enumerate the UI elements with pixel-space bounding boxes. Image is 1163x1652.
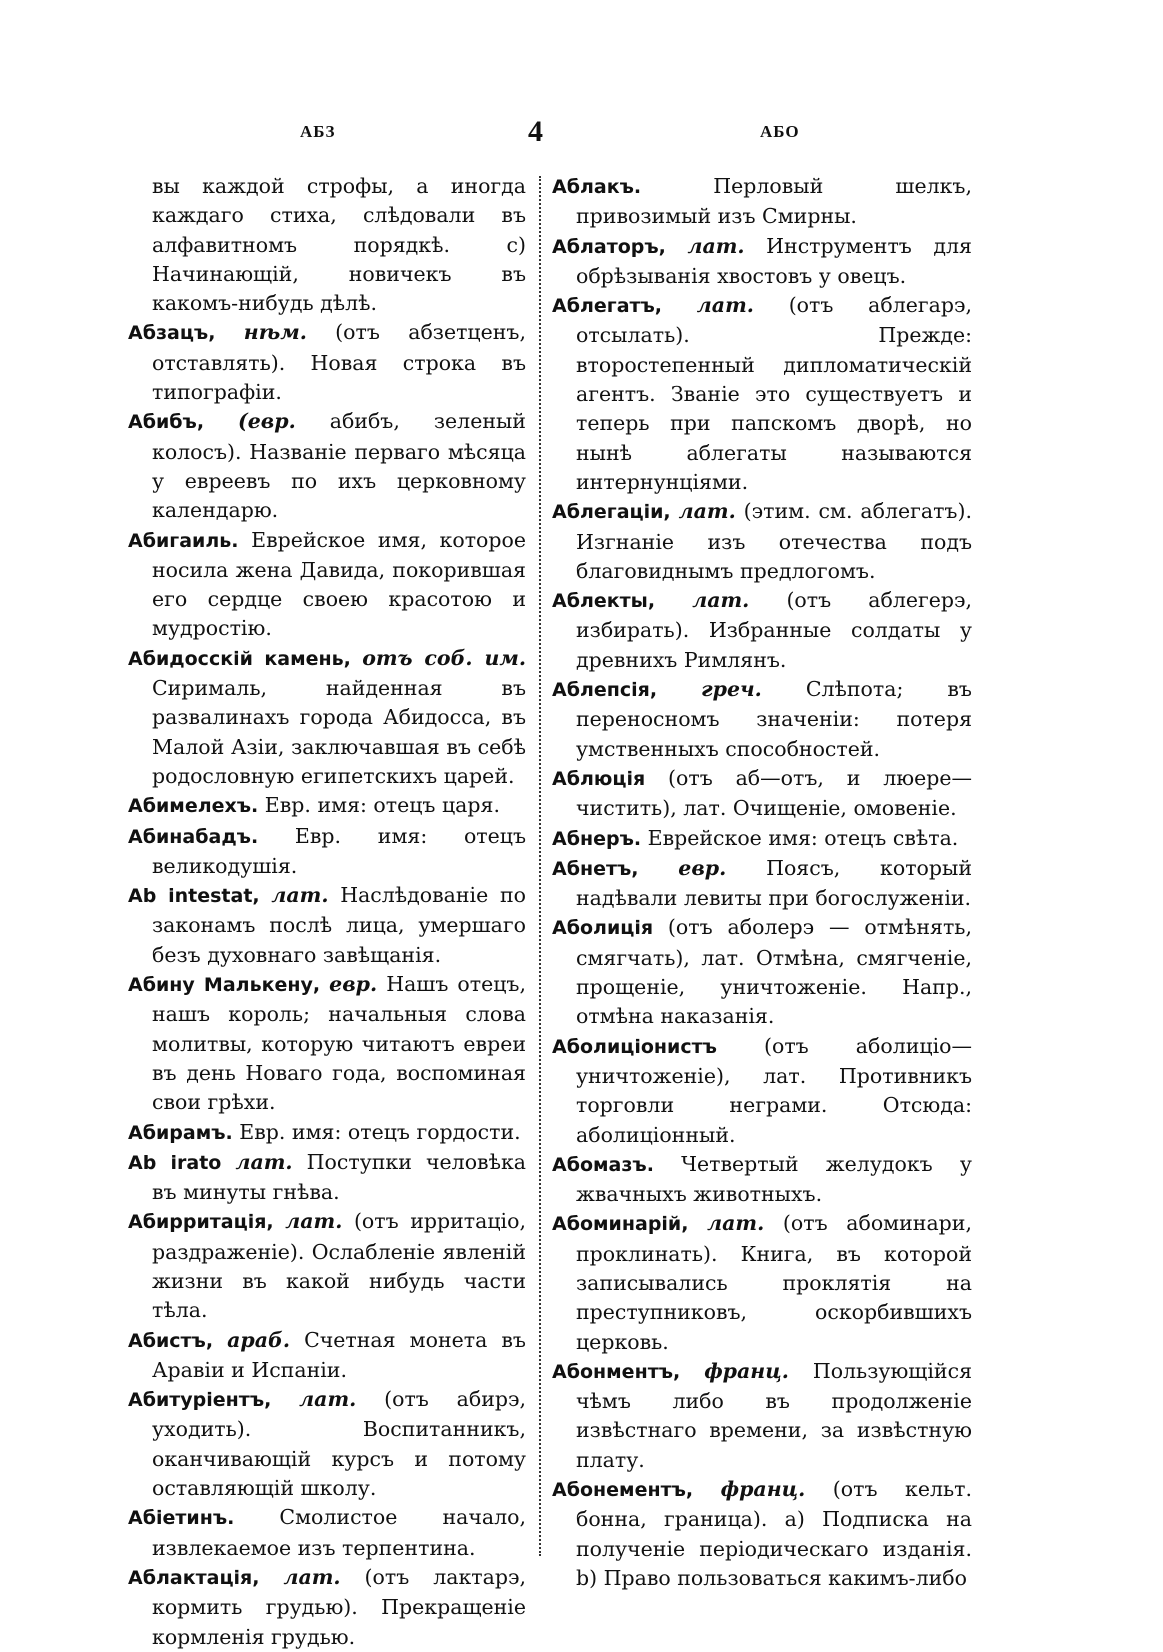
entry-definition: Четвертый желудокъ у жвачныхъ животныхъ.	[576, 1151, 972, 1207]
entry-language: лат.	[299, 1387, 357, 1412]
entry-definition: (отъ абоминари, проклинать). Книга, въ которой записывались проклятія на преступниковъ, оскорбившихъ церковь.	[576, 1211, 972, 1354]
entry-headword: Аблакъ.	[552, 176, 642, 198]
entry-definition: Еврейское имя, которое носила жена Давида, покорившая его сердце своею красотою и мудростію.	[152, 527, 526, 641]
entry-definition: (отъ лактарэ, кормить грудью). Прекращеніе кормленія грудью.	[152, 1564, 526, 1649]
entry-definition: Поступки человѣка въ минуты гнѣва.	[152, 1149, 526, 1205]
entry-definition: Евр. имя: отецъ гордости.	[239, 1119, 521, 1144]
entry-headword: Абистъ,	[128, 1329, 214, 1352]
dictionary-entry	[552, 1150, 972, 1210]
dictionary-entry	[552, 497, 972, 586]
entry-headword: Абонементъ,	[552, 1479, 694, 1502]
entry-definition: (отъ аболиціо—уничтоженіе), лат. Противникъ торговли неграми. Отсюда: аболиціонный.	[576, 1033, 972, 1147]
entry-headword: Аблюція	[552, 767, 646, 790]
entry-definition: (отъ аблегерэ, избирать). Избранные солдаты у древнихъ Римлянъ.	[576, 588, 972, 672]
dictionary-entry	[128, 407, 526, 525]
entry-language: лат.	[687, 233, 745, 258]
entry-definition: Инструментъ для обрѣзыванія хвостовъ у овецъ.	[576, 233, 972, 288]
entry-definition: Евр. имя: отецъ великодушія.	[152, 823, 526, 878]
dictionary-entry	[552, 232, 972, 292]
dictionary-entry	[128, 172, 526, 318]
dictionary-entry	[128, 970, 526, 1117]
entry-language: нѣм.	[243, 320, 307, 345]
entry-definition: Смолистое начало, извлекаемое изъ терпентина.	[152, 1505, 526, 1560]
entry-headword: Абіетинъ.	[128, 1507, 235, 1530]
dictionary-entry	[128, 1503, 526, 1563]
entry-definition: (отъ абзетценъ, отставлять). Новая строка въ типографіи.	[152, 320, 526, 405]
entry-language: греч.	[701, 677, 762, 702]
entry-language: лат.	[285, 1209, 343, 1234]
entry-definition: Наслѣдованіе по законамъ послѣ лица, умершаго безъ духовнаго завѣщанія.	[152, 883, 526, 967]
entry-definition: Счетная монета въ Аравіи и Испаніи.	[152, 1327, 526, 1382]
dictionary-entry	[128, 1563, 526, 1652]
entry-headword: Абирамъ.	[128, 1121, 233, 1144]
dictionary-entry	[128, 318, 526, 407]
entry-language: лат.	[271, 883, 329, 908]
entry-headword: Абнеръ.	[552, 827, 642, 850]
entry-language: лат.	[678, 499, 736, 524]
right-column	[552, 172, 972, 1593]
left-column	[128, 172, 526, 1652]
entry-headword: Аболиціонистъ	[552, 1035, 717, 1058]
entry-definition: Пользующійся чѣмъ либо въ продолженіе извѣстнаго времени, за извѣстную плату.	[576, 1358, 972, 1472]
dictionary-entry	[128, 1148, 526, 1208]
dictionary-entry	[552, 291, 972, 497]
dictionary-entry	[128, 1207, 526, 1325]
entry-headword: Абнетъ,	[552, 857, 639, 880]
entry-language: евр.	[329, 972, 378, 997]
entry-definition: (отъ аболерэ — отмѣнять, смягчать), лат. Отмѣна, смягченіе, прощеніе, уничтоженіе. Напр., отмѣна наказанія.	[576, 915, 972, 1029]
entry-language: лат.	[283, 1564, 341, 1589]
dictionary-entry	[552, 1209, 972, 1356]
entry-headword: Аблегаціи,	[552, 501, 671, 524]
entry-definition: Сирималь, найденная въ развалинахъ города Абидосса, въ Малой Азіи, заключавшая въ себѣ родословную египетскихъ царей.	[152, 676, 526, 788]
column-divider	[539, 176, 541, 1556]
dictionary-entry	[128, 1118, 526, 1148]
entry-definition: (отъ абирэ, уходить). Воспитанникъ, оканчивающій курсъ и потому оставляющій школу.	[152, 1387, 526, 1501]
dictionary-entry	[128, 644, 526, 791]
entry-headword: Абигаиль.	[128, 529, 239, 552]
dictionary-entry	[552, 1032, 972, 1150]
entry-headword: Аблаторъ,	[552, 235, 666, 258]
entry-language: франц.	[704, 1358, 789, 1383]
dictionary-entry	[552, 913, 972, 1031]
entry-headword: Абоминарій,	[552, 1213, 689, 1236]
entry-definition: Поясъ, который надѣвали левиты при богослуженіи.	[576, 855, 972, 911]
dictionary-entry	[128, 1326, 526, 1386]
dictionary-entry	[128, 791, 526, 821]
right-guide-word: АБО	[760, 122, 800, 141]
entry-headword: Ab intestat,	[128, 885, 260, 908]
entry-headword: Ab irato	[128, 1151, 222, 1174]
entry-definition: Перловый шелкъ, привозимый изъ Смирны.	[576, 174, 972, 229]
entry-definition: Еврейское имя: отецъ свѣта.	[647, 825, 959, 850]
entry-language: франц.	[720, 1477, 806, 1502]
entry-language: (евр.	[238, 409, 296, 434]
entry-definition: (отъ аблегарэ, отсылать). Прежде: второстепенный дипломатическій агентъ. Званіе это существуетъ и теперь при папскомъ дворѣ, но нынѣ аблегаты называются интернунціями.	[576, 293, 972, 494]
entry-headword: Абибъ,	[128, 411, 205, 434]
entry-definition: (отъ ирритаціо, раздраженіе). Ослабленіе явленій жизни въ какой нибудь части тѣла.	[152, 1209, 526, 1323]
entry-definition: (этим. см. аблегатъ). Изгнаніе изъ отечества подъ благовиднымъ предлогомъ.	[576, 499, 972, 583]
entry-language: лат.	[707, 1211, 765, 1236]
dictionary-entry	[552, 1475, 972, 1593]
entry-headword: Абитуріентъ,	[128, 1389, 272, 1412]
dictionary-entry	[128, 881, 526, 970]
entry-definition: Слѣпота; въ переносномъ значеніи: потеря умственныхъ способностей.	[576, 677, 972, 761]
left-guide-word: АБЗ	[300, 122, 336, 141]
entry-headword: Абидосскій камень,	[128, 647, 351, 670]
entry-definition: вы каждой строфы, а иногда каждаго стиха, слѣдовали въ алфавитномъ порядкѣ. c) Начинающій, новичекъ въ какомъ-нибудь дѣлѣ.	[152, 174, 526, 316]
entry-definition: Нашъ отецъ, нашъ король; начальныя слова молитвы, которую читаютъ евреи въ день Новаго года, воспоминая свои грѣхи.	[152, 972, 526, 1115]
entry-language: лат.	[235, 1149, 293, 1174]
dictionary-entry	[552, 854, 972, 914]
entry-headword: Абинабадъ.	[128, 825, 259, 848]
entry-definition: (отъ кельт. бонна, граница). a) Подписка на полученіе періодическаго изданія. b) Право пользоваться какимъ-либо	[576, 1477, 972, 1590]
dictionary-entry	[552, 586, 972, 675]
page-number: 4	[528, 115, 543, 148]
entry-headword: Абирритація,	[128, 1211, 274, 1234]
entry-headword: Абимелехъ.	[128, 795, 259, 818]
entry-headword: Абонментъ,	[552, 1360, 681, 1383]
dictionary-entry	[552, 824, 972, 854]
entry-headword: Аблепсія,	[552, 679, 658, 702]
dictionary-entry	[552, 764, 972, 824]
entry-definition: Евр. имя: отецъ царя.	[264, 793, 500, 818]
dictionary-entry	[552, 1357, 972, 1475]
dictionary-entry	[552, 675, 972, 764]
entry-headword: Аблегатъ,	[552, 295, 663, 318]
entry-headword: Аблекты,	[552, 590, 656, 613]
entry-headword: Абзацъ,	[128, 322, 216, 345]
entry-headword: Аболиція	[552, 917, 654, 940]
entry-language: лат.	[696, 293, 754, 318]
entry-language: лат.	[692, 588, 750, 613]
entry-definition: (отъ аб—отъ, и люере—чистить), лат. Очищеніе, омовеніе.	[576, 765, 972, 821]
entry-definition: абибъ, зеленый колосъ). Названіе перваго мѣсяца у евреевъ по ихъ церковному календарю.	[152, 409, 526, 523]
dictionary-entry	[552, 172, 972, 232]
entry-headword: Абомазъ.	[552, 1153, 654, 1176]
entry-language: отъ соб. им.	[362, 645, 526, 670]
entry-language: араб.	[227, 1327, 290, 1352]
entry-language: евр.	[678, 855, 727, 880]
dictionary-entry	[128, 822, 526, 882]
entry-headword: Аблактація,	[128, 1566, 260, 1589]
dictionary-entry	[128, 526, 526, 644]
entry-headword: Абину Малькену,	[128, 974, 321, 997]
dictionary-entry	[128, 1385, 526, 1503]
